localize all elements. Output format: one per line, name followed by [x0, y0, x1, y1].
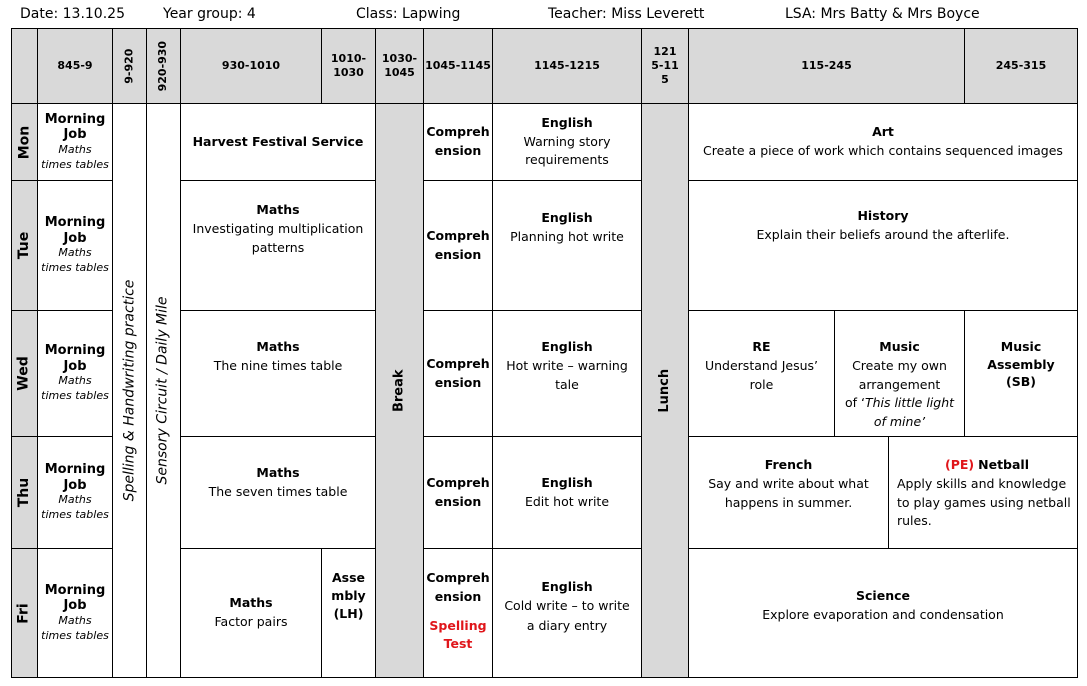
time-845-9: 845-9	[37, 28, 113, 104]
mon-english-title: English	[541, 114, 593, 130]
time-1045-1145: 1045-1145	[423, 28, 493, 104]
tue-history-desc: Explain their beliefs around the afterlife.	[756, 226, 1010, 242]
spelling-handwriting-text: Spelling & Handwriting practice	[121, 279, 138, 502]
fri-english-title: English	[541, 579, 593, 594]
day-mon	[11, 103, 38, 181]
compreh-line: ension	[434, 143, 482, 158]
morning-job-title: Morning	[44, 582, 106, 598]
fri-maths-line: Factor pairs	[214, 614, 288, 629]
compreh-line: Compreh	[426, 227, 490, 243]
fri-maths	[180, 548, 322, 678]
mon-english-line: Warning story	[523, 133, 611, 149]
thu-netball	[888, 436, 1078, 549]
mon-art-desc: Create a piece of work which contains sequenced images	[703, 143, 1063, 158]
wed-maths-title: Maths	[256, 339, 300, 354]
wed-music	[834, 310, 965, 437]
morning-job-title: Morning	[44, 215, 106, 231]
morning-job-title: Morning	[44, 462, 106, 478]
mon-comprehension	[423, 103, 493, 181]
time-245-315: 245-315	[964, 28, 1078, 104]
morning-job-sub: Maths	[58, 246, 92, 260]
wed-assembly-title: Music	[1000, 339, 1042, 354]
wed-english-title: English	[541, 339, 593, 354]
mon-art	[688, 103, 1078, 181]
mon-english	[492, 103, 642, 181]
teacher-label: Teacher: Miss Leverett	[548, 6, 705, 22]
time-1145-1215: 1145-1215	[492, 28, 642, 104]
fri-comprehension	[423, 548, 493, 678]
tue-history-title: History	[857, 208, 909, 223]
thu-english-title: English	[541, 474, 593, 490]
time-930-1010: 930-1010	[180, 28, 322, 104]
thu-maths-title: Maths	[256, 465, 300, 480]
pe-label: (PE)	[945, 457, 975, 472]
morning-job-title: Job	[63, 127, 87, 143]
thu-comprehension	[423, 436, 493, 549]
wed-re-line: Understand Jesus’	[704, 357, 819, 373]
fri-assembly-line: mbly	[331, 588, 366, 604]
fri-english-line: a diary entry	[526, 617, 608, 633]
morning-job-sub: times tables	[41, 389, 109, 403]
compreh-line: ension	[434, 493, 482, 509]
morning-job-sub: times tables	[41, 508, 109, 522]
fri-assembly-line: Asse	[331, 570, 366, 585]
sensory-circuit-band	[146, 103, 181, 678]
wed-english-line: Hot write – warning	[506, 357, 628, 373]
time-1030-1045-text: 1030-1045	[381, 51, 418, 79]
morning-job-sub: times tables	[41, 157, 109, 171]
tue-maths-line: patterns	[251, 239, 305, 255]
fri-assembly	[321, 548, 376, 678]
time-920-930-text: 920-930	[156, 40, 170, 92]
thu-maths-line: The seven times table	[208, 483, 348, 499]
compreh-line: ension	[434, 246, 482, 262]
morning-job-sub: Maths	[58, 613, 92, 627]
lunch-text: Lunch	[657, 368, 673, 413]
fri-english	[492, 548, 642, 678]
thu-english-line: Edit hot write	[524, 493, 610, 509]
compreh-line: Compreh	[426, 570, 490, 585]
morning-job-mon	[37, 103, 113, 181]
fri-science	[688, 548, 1078, 678]
wed-assembly-title: (SB)	[1006, 374, 1036, 389]
time-920-930	[146, 28, 181, 104]
morning-job-title: Morning	[44, 343, 106, 359]
day-fri	[11, 548, 38, 678]
time-1215-115	[641, 28, 689, 104]
morning-job-sub: Maths	[58, 374, 92, 388]
wed-music-line: Create my own	[852, 357, 947, 373]
thu-french-title: French	[764, 457, 813, 472]
tue-english-title: English	[541, 210, 593, 225]
thu-english	[492, 436, 642, 549]
wed-maths	[180, 310, 376, 437]
corner-cell	[11, 28, 38, 104]
spelling-handwriting-band	[112, 103, 147, 678]
morning-job-wed	[37, 310, 113, 437]
day-wed-text: Wed	[16, 356, 32, 391]
thu-netball-heading	[945, 456, 1029, 475]
wed-re	[688, 310, 835, 437]
morning-job-title: Job	[63, 358, 87, 374]
wed-music-title: Music	[879, 339, 920, 354]
morning-job-thu	[37, 436, 113, 549]
fri-maths-title: Maths	[229, 595, 273, 611]
morning-job-sub: times tables	[41, 628, 109, 642]
thu-french-line: happens in summer.	[724, 494, 853, 510]
date-label: Date: 13.10.25	[20, 6, 125, 22]
day-fri-text: Fri	[16, 602, 32, 624]
lunch-band	[641, 103, 689, 678]
wed-re-line: role	[749, 376, 774, 392]
wed-english	[492, 310, 642, 437]
wed-english-line: tale	[555, 376, 579, 392]
morning-job-title: Job	[63, 598, 87, 614]
spelling-test-label: Test	[443, 636, 473, 652]
mon-english-line: requirements	[525, 152, 609, 168]
tue-comprehension	[423, 180, 493, 311]
fri-english-line: Cold write – to write	[504, 598, 630, 614]
year-group-label: Year group: 4	[163, 6, 256, 22]
day-tue-text: Tue	[16, 231, 33, 260]
tue-history	[688, 180, 1078, 311]
time-9-920-text: 9-920	[122, 48, 136, 84]
time-1010-1030-text: 1010-1030	[330, 51, 367, 79]
morning-job-fri	[37, 548, 113, 678]
sensory-circuit-text: Sensory Circuit / Daily Mile	[155, 296, 171, 485]
thu-netball-title: Netball	[978, 457, 1029, 472]
thu-french	[688, 436, 889, 549]
thu-netball-line: Apply skills and knowledge	[897, 475, 1067, 491]
break-text: Break	[391, 369, 407, 412]
time-115-245: 115-245	[688, 28, 965, 104]
thu-french-line: Say and write about what	[708, 475, 869, 491]
wed-maths-line: The nine times table	[213, 357, 343, 373]
mon-art-title: Art	[872, 124, 894, 140]
day-thu	[11, 436, 38, 549]
morning-job-title: Job	[63, 230, 87, 246]
day-tue	[11, 180, 38, 311]
wed-assembly-title: Assembly	[987, 356, 1055, 372]
tue-maths	[180, 180, 376, 311]
thu-netball-line: rules.	[897, 513, 932, 529]
thu-netball-line: to play games using netball	[897, 494, 1071, 510]
tue-english-line: Planning hot write	[510, 228, 624, 244]
fri-assembly-line: (LH)	[333, 606, 364, 622]
morning-job-sub: times tables	[41, 261, 109, 275]
wed-music-line	[845, 394, 954, 413]
morning-job-sub: Maths	[58, 142, 92, 156]
compreh-line: Compreh	[426, 124, 490, 140]
morning-job-tue	[37, 180, 113, 311]
time-1215-115-text: 1215-115	[651, 44, 679, 87]
time-1010-1030	[321, 28, 376, 104]
lsa-label: LSA: Mrs Batty & Mrs Boyce	[785, 6, 980, 22]
compreh-line: ension	[434, 588, 482, 604]
fri-science-desc: Explore evaporation and condensation	[762, 606, 1004, 622]
morning-job-sub: Maths	[58, 493, 92, 507]
tue-maths-title: Maths	[256, 202, 300, 217]
wed-music-line: arrangement	[858, 376, 941, 392]
compreh-line: ension	[434, 374, 482, 390]
fri-science-title: Science	[856, 588, 910, 603]
time-9-920	[112, 28, 147, 104]
wed-comprehension	[423, 310, 493, 437]
thu-maths	[180, 436, 376, 549]
mon-harvest-text: Harvest Festival Service	[192, 133, 364, 149]
compreh-line: Compreh	[426, 474, 490, 490]
mon-harvest-festival	[180, 103, 376, 181]
wed-music-song: This little light	[864, 395, 955, 411]
wed-music-assembly	[964, 310, 1078, 437]
wed-music-prefix: of ‘	[844, 395, 865, 411]
day-thu-text: Thu	[16, 477, 33, 508]
day-wed	[11, 310, 38, 437]
wed-music-song-end: of mine’	[873, 414, 926, 429]
time-1030-1045	[375, 28, 424, 104]
class-label: Class: Lapwing	[356, 6, 461, 22]
compreh-line: Compreh	[426, 355, 490, 371]
spelling-test-label: Spelling	[429, 617, 487, 633]
wed-re-title: RE	[752, 339, 771, 354]
tue-english	[492, 180, 642, 311]
break-band	[375, 103, 424, 678]
morning-job-title: Job	[63, 477, 87, 493]
morning-job-title: Morning	[44, 111, 106, 127]
day-mon-text: Mon	[16, 125, 32, 159]
tue-maths-line: Investigating multiplication	[192, 220, 364, 236]
